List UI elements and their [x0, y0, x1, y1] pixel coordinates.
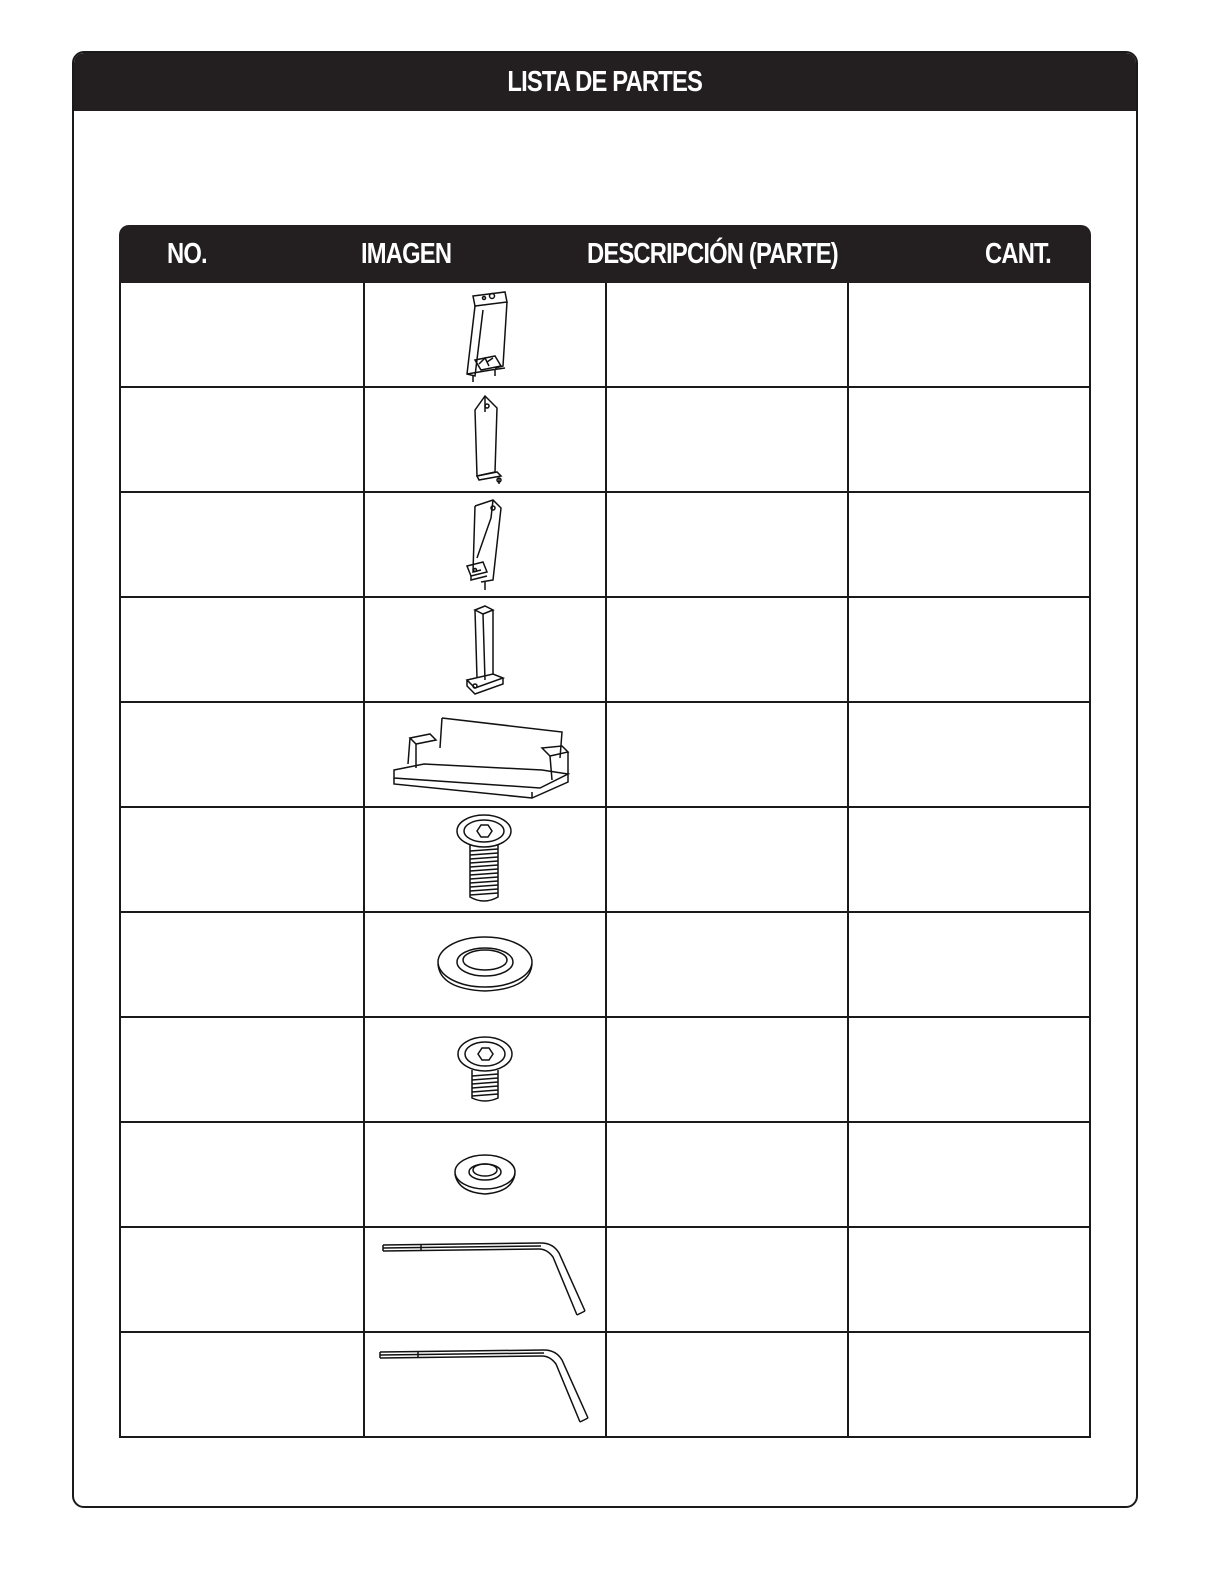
part-qty-cell [847, 1123, 1089, 1226]
part-image-cell [363, 283, 605, 386]
allen-wrench-icon [379, 1237, 591, 1323]
part-qty-cell [847, 1018, 1089, 1121]
part-image-cell [363, 808, 605, 911]
part-description-cell [605, 1333, 847, 1436]
long-hex-bolt-icon [450, 811, 520, 909]
column-header-image: IMAGEN [361, 238, 452, 270]
part-image-cell [363, 703, 605, 806]
table-row [121, 806, 1089, 911]
part-image-cell [363, 913, 605, 1016]
table-body [119, 283, 1091, 1438]
table-row [121, 283, 1089, 386]
column-header-qty: CANT. [985, 238, 1051, 270]
part-qty-cell [847, 808, 1089, 911]
table-row [121, 386, 1089, 491]
parts-list-sheet [72, 51, 1138, 1508]
part-number-cell [121, 598, 363, 701]
part-number-cell [121, 913, 363, 1016]
square-post-icon [453, 602, 517, 698]
part-description-cell [605, 1228, 847, 1331]
part-number-cell [121, 1228, 363, 1331]
table-row [121, 911, 1089, 1016]
part-qty-cell [847, 703, 1089, 806]
table-row [121, 1226, 1089, 1331]
table-header [119, 225, 1091, 283]
small-washer-icon [452, 1152, 518, 1198]
part-number-cell [121, 388, 363, 491]
table-row [121, 1121, 1089, 1226]
table-row [121, 491, 1089, 596]
part-qty-cell [847, 1228, 1089, 1331]
part-number-cell [121, 283, 363, 386]
corner-bracket-frame-icon [445, 286, 525, 384]
part-description-cell [605, 1123, 847, 1226]
part-image-cell [363, 493, 605, 596]
part-description-cell [605, 913, 847, 1016]
part-image-cell [363, 1018, 605, 1121]
page-title: LISTA DE PARTES [507, 65, 703, 98]
short-hex-bolt-icon [452, 1034, 518, 1106]
part-description-cell [605, 808, 847, 911]
angled-post-icon [455, 392, 515, 488]
parts-table [119, 225, 1091, 1438]
table-row [121, 1016, 1089, 1121]
part-qty-cell [847, 913, 1089, 1016]
part-qty-cell [847, 388, 1089, 491]
column-header-no: NO. [167, 238, 207, 270]
part-number-cell [121, 703, 363, 806]
part-description-cell [605, 703, 847, 806]
sheet-header [74, 53, 1136, 111]
allen-wrench-icon [376, 1342, 594, 1428]
part-image-cell [363, 388, 605, 491]
part-qty-cell [847, 283, 1089, 386]
part-image-cell [363, 598, 605, 701]
part-qty-cell [847, 598, 1089, 701]
part-image-cell [363, 1228, 605, 1331]
table-row [121, 1331, 1089, 1436]
table-row [121, 701, 1089, 806]
part-description-cell [605, 1018, 847, 1121]
part-image-cell [363, 1333, 605, 1436]
part-description-cell [605, 598, 847, 701]
part-description-cell [605, 493, 847, 596]
large-washer-icon [435, 934, 535, 996]
part-description-cell [605, 283, 847, 386]
part-number-cell [121, 1123, 363, 1226]
angled-post-with-base-icon [453, 496, 517, 594]
part-description-cell [605, 388, 847, 491]
part-number-cell [121, 1333, 363, 1436]
part-image-cell [363, 1123, 605, 1226]
part-number-cell [121, 808, 363, 911]
bench-seat-icon [392, 706, 578, 804]
column-header-description: DESCRIPCIÓN (PARTE) [587, 238, 838, 270]
part-qty-cell [847, 493, 1089, 596]
part-number-cell [121, 1018, 363, 1121]
part-qty-cell [847, 1333, 1089, 1436]
table-row [121, 596, 1089, 701]
part-number-cell [121, 493, 363, 596]
